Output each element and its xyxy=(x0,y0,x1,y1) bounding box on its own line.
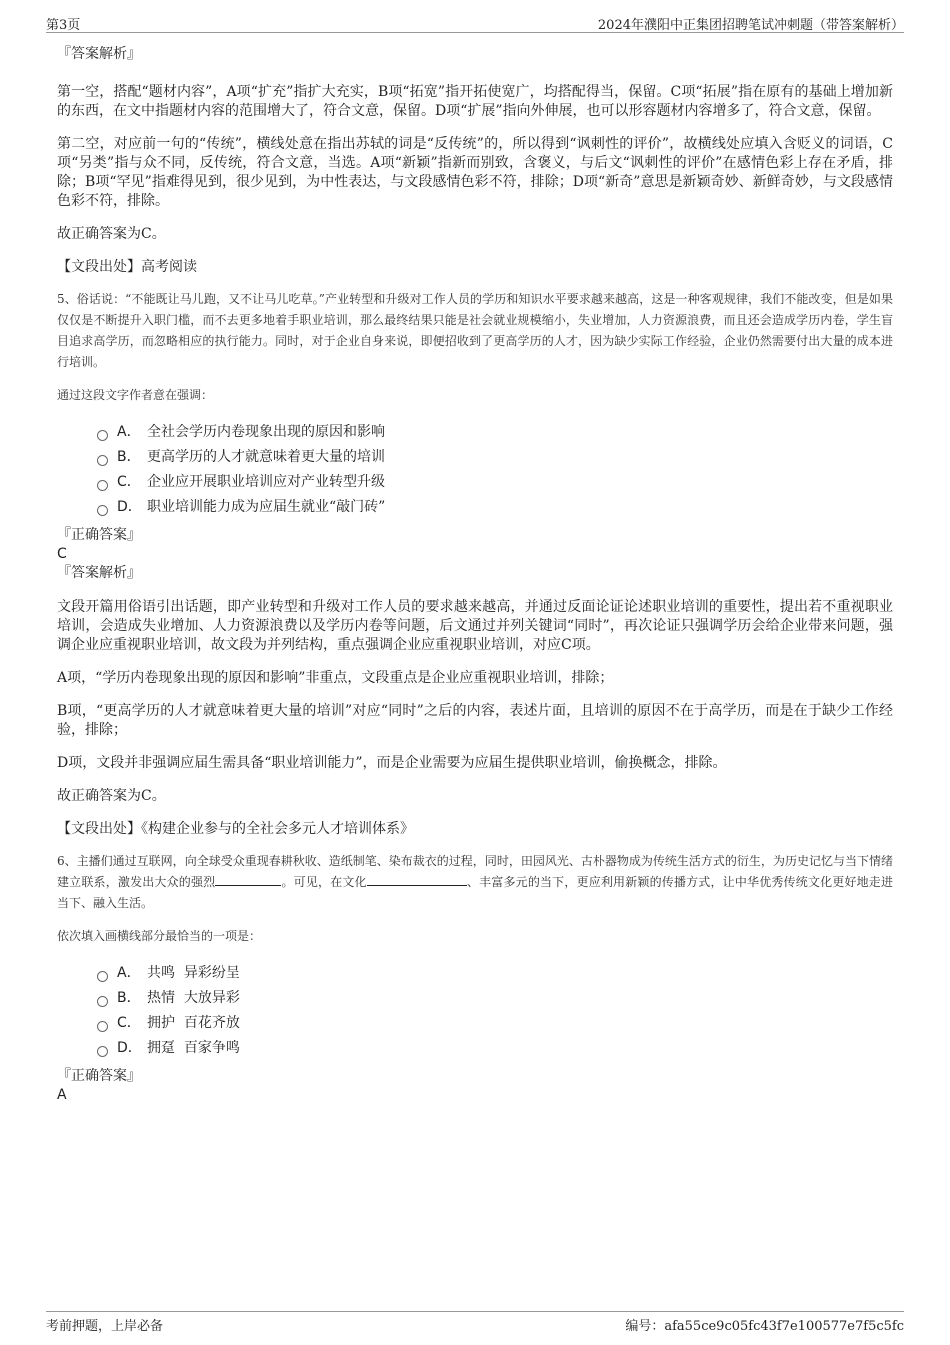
option-c[interactable] xyxy=(97,470,893,495)
analysis-paragraph: A项，“学历内卷现象出现的原因和影响”非重点，文段重点是企业应重视职业培训，排除； xyxy=(57,670,614,686)
question-stem xyxy=(57,851,893,914)
option-letter: A． xyxy=(117,424,141,440)
radio-icon[interactable] xyxy=(97,971,108,982)
option-d[interactable] xyxy=(97,1036,893,1061)
document-title: 2024年濮阳中正集团招聘笔试冲刺题（带答案解析） xyxy=(597,18,904,33)
option-a[interactable] xyxy=(97,420,893,445)
analysis-paragraph: B项，“更高学历的人才就意味着更大量的培训”对应“同时”之后的内容，表述片面，且培训的原因不在于高学历，而是在于缺少工作经验，排除； xyxy=(57,703,893,738)
source-note: 【文段出处】《构建企业参与的全社会多元人才培训体系》 xyxy=(57,821,414,837)
analysis-label: 『答案解析』 xyxy=(57,565,141,581)
page-header xyxy=(46,12,904,33)
option-letter: B． xyxy=(117,990,141,1006)
document-code: 编号：afa55ce9c05fc43f7e100577e7f5c5fc xyxy=(625,1319,904,1334)
option-letter: B． xyxy=(117,449,141,465)
stem-part: 6、主播们通过互联网，向全球受众重现春耕秋收、造纸制笔、染布裁衣的过程，同时，田园风光、古朴器物成为传统生活方式的衍生，为历史记忆与当下情绪建立联系，激发出大众的强烈 xyxy=(57,854,893,889)
analysis-paragraph: 第二空，对应前一句的“传统”，横线处意在指出苏轼的词是“反传统”的，所以得到“讽刺性的评价”，故横线处应填入含贬义的词语，C项“另类”指与众不同，反传统，符合文意，当选。A项“新颖”指新而别致，含褒义，与后文“讽刺性的评价”在感情色彩上存在矛盾，排除；B项“罕见”指难得见到，很少见到，为中性表达，与文段感情色彩不符，排除；D项“新奇”意思是新颖奇妙、新鲜奇妙，与文段感情色彩不符，排除。 xyxy=(57,136,893,209)
analysis-label: 『答案解析』 xyxy=(57,46,141,62)
stem-part: 、丰富多元的当下，更应利用新颖的传播方式，让中华优秀传统文化更好地走进当下、融入生活。 xyxy=(57,875,893,910)
option-letter: C． xyxy=(117,1015,141,1031)
answer-value: A xyxy=(57,1087,67,1103)
conclusion: 故正确答案为C。 xyxy=(57,788,166,804)
option-d[interactable] xyxy=(97,495,893,520)
option-letter: C． xyxy=(117,474,141,490)
question-prompt: 通过这段文字作者意在强调： xyxy=(57,388,214,402)
radio-icon[interactable] xyxy=(97,480,108,491)
option-text: 共鸣 异彩纷呈 xyxy=(147,965,240,981)
conclusion: 故正确答案为C。 xyxy=(57,226,166,242)
answer-label: 『正确答案』 xyxy=(57,1068,141,1084)
analysis-paragraph: D项，文段并非强调应届生需具备“职业培训能力”，而是企业需要为应届生提供职业培训，偷换概念，排除。 xyxy=(57,755,727,771)
option-letter: D． xyxy=(117,1040,142,1056)
fill-blank xyxy=(367,873,467,886)
answer-label: 『正确答案』 xyxy=(57,527,141,543)
footer-slogan: 考前押题，上岸必备 xyxy=(46,1319,164,1334)
radio-icon[interactable] xyxy=(97,455,108,466)
stem-part: 。可见，在文化 xyxy=(281,875,367,889)
option-letter: D． xyxy=(117,499,142,515)
option-a[interactable] xyxy=(97,961,893,986)
options-list xyxy=(57,420,893,520)
option-text: 职业培训能力成为应届生就业“敲门砖” xyxy=(147,499,386,515)
question-stem: 5、俗话说：“不能既让马儿跑，又不让马儿吃草。”产业转型和升级对工作人员的学历和知识水平要求越来越高，这是一种客观规律，我们不能改变，但是如果仅仅是不断提升入职门槛，而不去更多地着手职业培训，那么最终结果只能是社会就业规模缩小，失业增加，人力资源浪费，而且还会造成学历内卷，学生盲目追求高学历，而忽略相应的执行能力。同时，对于企业自身来说，即便招收到了更高学历的人才，因为缺少实际工作经验，企业仍然需要付出大量的成本进行培训。 xyxy=(57,292,893,369)
option-text: 企业应开展职业培训应对产业转型升级 xyxy=(147,474,385,490)
radio-icon[interactable] xyxy=(97,430,108,441)
option-text: 更高学历的人才就意味着更大量的培训 xyxy=(147,449,385,465)
options-list xyxy=(57,961,893,1061)
analysis-paragraph: 文段开篇用俗语引出话题，即产业转型和升级对工作人员的要求越来越高，并通过反面论证论述职业培训的重要性，提出若不重视职业培训，会造成失业增加、人力资源浪费以及学历内卷等问题，后文通过并列关键词“同时”，再次论证只强调学历会给企业带来问题，强调企业应重视职业培训，故文段为并列结构，重点强调企业应重视职业培训，对应C项。 xyxy=(57,599,893,653)
page-footer xyxy=(46,1311,904,1332)
answer-value: C xyxy=(57,546,67,562)
radio-icon[interactable] xyxy=(97,505,108,516)
page-content xyxy=(57,40,893,1105)
source-note: 【文段出处】高考阅读 xyxy=(57,259,197,275)
option-text: 拥趸 百家争鸣 xyxy=(147,1040,240,1056)
option-b[interactable] xyxy=(97,986,893,1011)
option-c[interactable] xyxy=(97,1011,893,1036)
fill-blank xyxy=(215,873,281,886)
radio-icon[interactable] xyxy=(97,996,108,1007)
analysis-paragraph: 第一空，搭配“题材内容”，A项“扩充”指扩大充实，B项“拓宽”指开拓使宽广，均搭配得当，保留。C项“拓展”指在原有的基础上增加新的东西，在文中指题材内容的范围增大了，符合文意，保留。D项“扩展”指向外伸展，也可以形容题材内容增多了，符合文意，保留。 xyxy=(57,84,893,119)
option-text: 热情 大放异彩 xyxy=(147,990,240,1006)
option-text: 拥护 百花齐放 xyxy=(147,1015,240,1031)
option-text: 全社会学历内卷现象出现的原因和影响 xyxy=(147,424,385,440)
page-number: 第3页 xyxy=(46,18,81,33)
question-prompt: 依次填入画横线部分最恰当的一项是： xyxy=(57,929,262,943)
option-letter: A． xyxy=(117,965,141,981)
option-b[interactable] xyxy=(97,445,893,470)
radio-icon[interactable] xyxy=(97,1021,108,1032)
radio-icon[interactable] xyxy=(97,1046,108,1057)
